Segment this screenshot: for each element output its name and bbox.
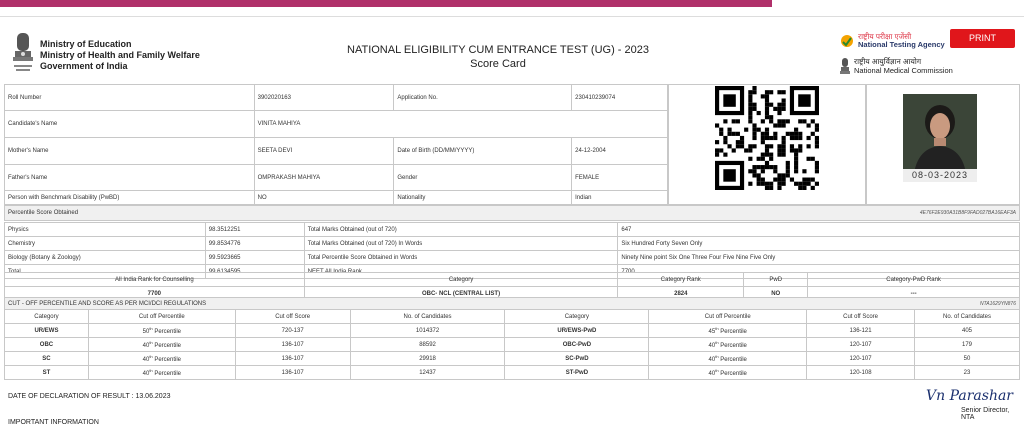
score-card-subtitle: Score Card	[470, 58, 526, 70]
rank-catrank-value: 2824	[618, 287, 744, 301]
cutoff-pwd-score: 136-121	[807, 324, 915, 338]
cutoff-pwd-score: 120-107	[807, 338, 915, 352]
rank-pwdrank-value: ---	[808, 287, 1020, 301]
cutoff-pwd-percentile: 40th Percentile	[649, 338, 807, 352]
cutoff-col-pwd-percentile: Cut off Percentile	[649, 310, 807, 324]
cutoff-pwd-candidates: 179	[915, 338, 1020, 352]
cutoff-col-pwd-category: Category	[505, 310, 649, 324]
nta-logo	[840, 33, 945, 49]
signature: Vn Parashar	[926, 388, 1013, 404]
score-label: Total Percentile Score Obtained in Words	[304, 251, 618, 265]
cutoff-percentile: 50th Percentile	[88, 324, 235, 338]
top-divider	[0, 16, 1024, 17]
ministry-block	[40, 39, 200, 72]
cutoff-pwd-category: SC-PwD	[505, 352, 649, 366]
cutoff-pwd-candidates: 23	[915, 366, 1020, 380]
cutoff-reference: NTA1629YN876	[979, 300, 1016, 307]
cutoff-pwd-candidates: 50	[915, 352, 1020, 366]
candidate-photo	[903, 94, 977, 182]
table-row	[5, 310, 1020, 324]
cutoff-pwd-candidates: 405	[915, 324, 1020, 338]
cutoff-percentile: 40th Percentile	[88, 338, 235, 352]
table-row	[5, 191, 668, 205]
declaration-date: DATE OF DECLARATION OF RESULT : 13.06.2023	[8, 393, 171, 400]
table-row	[5, 237, 1020, 251]
cutoff-score: 136-107	[235, 352, 350, 366]
dob-value: 24-12-2004	[572, 138, 668, 165]
nationality-label: Nationality	[394, 191, 572, 205]
verification-hash: 4E76F2E930A31B8F9FAD027BA16EAF3A	[919, 210, 1016, 216]
score-value: 99.8534776	[205, 237, 304, 251]
table-row	[5, 366, 1020, 380]
score-subject: Physics	[5, 223, 206, 237]
cutoff-category: UR/EWS	[5, 324, 89, 338]
score-value: 99.6134595	[205, 265, 304, 279]
nta-emblem-icon	[840, 34, 854, 48]
cutoff-pwd-percentile: 40th Percentile	[649, 366, 807, 380]
important-information: IMPORTANT INFORMATION	[8, 419, 99, 426]
cutoff-col-category: Category	[5, 310, 89, 324]
rank-category-header: Category	[304, 273, 618, 287]
candidate-name-label: Candidate's Name	[5, 111, 255, 138]
score-subject: Total	[5, 265, 206, 279]
cutoff-pwd-percentile: 45th Percentile	[649, 324, 807, 338]
cutoff-score: 136-107	[235, 338, 350, 352]
cutoff-table	[4, 309, 1020, 380]
cutoff-col-percentile: Cut off Percentile	[88, 310, 235, 324]
father-name-label: Father's Name	[5, 165, 255, 191]
cutoff-col-pwd-candidates: No. of Candidates	[915, 310, 1020, 324]
score-result: Ninety Nine point Six One Three Four Five Nine Five Only	[618, 251, 1020, 265]
table-row	[5, 352, 1020, 366]
rank-category-value: OBC- NCL (CENTRAL LIST)	[304, 287, 618, 301]
application-label: Application No.	[394, 85, 572, 111]
gender-value: FEMALE	[572, 165, 668, 191]
national-emblem-icon	[11, 31, 35, 75]
cutoff-candidates: 88592	[350, 338, 505, 352]
table-row	[5, 223, 1020, 237]
cutoff-percentile: 40th Percentile	[88, 352, 235, 366]
scores-table	[4, 222, 1020, 279]
score-value: 99.5923665	[205, 251, 304, 265]
score-label: Total Marks Obtained (out of 720)	[304, 223, 618, 237]
nta-hindi: राष्ट्रीय परीक्षा एजेंसी	[858, 32, 912, 41]
rank-pwd-value: NO	[744, 287, 808, 301]
nmc-emblem-icon	[840, 57, 850, 75]
table-row	[5, 165, 668, 191]
rank-air-value: 7700	[5, 287, 305, 301]
cutoff-pwd-score: 120-107	[807, 352, 915, 366]
table-row	[5, 251, 1020, 265]
nationality-value: Indian	[572, 191, 668, 205]
cutoff-category: ST	[5, 366, 89, 380]
cutoff-pwd-category: ST-PwD	[505, 366, 649, 380]
score-result: 647	[618, 223, 1020, 237]
print-button[interactable]: PRINT	[950, 29, 1015, 48]
nmc-name: National Medical Commission	[854, 66, 953, 75]
nmc-logo	[840, 57, 953, 75]
candidate-details-table	[4, 84, 668, 205]
rank-pwdrank-header: Category-PwD Rank	[808, 273, 1020, 287]
cutoff-col-candidates: No. of Candidates	[350, 310, 505, 324]
table-row	[5, 85, 668, 111]
rank-catrank-header: Category Rank	[618, 273, 744, 287]
percentile-section-label: Percentile Score Obtained	[8, 210, 79, 216]
dob-label: Date of Birth (DD/MM/YYYY)	[394, 138, 572, 165]
table-row	[5, 138, 668, 165]
mother-name-label: Mother's Name	[5, 138, 255, 165]
exam-title: NATIONAL ELIGIBILITY CUM ENTRANCE TEST (UG) - 2023	[347, 44, 649, 56]
score-subject: Biology (Botany & Zoology)	[5, 251, 206, 265]
photo-date: 08-03-2023	[903, 169, 977, 182]
score-result: Six Hundred Forty Seven Only	[618, 237, 1020, 251]
table-row	[5, 273, 1020, 287]
score-label: Total Marks Obtained (out of 720) In Words	[304, 237, 618, 251]
title-block	[300, 43, 696, 71]
government-of-india: Government of India	[40, 61, 128, 71]
cutoff-candidates: 29918	[350, 352, 505, 366]
cutoff-percentile: 40th Percentile	[88, 366, 235, 380]
cutoff-candidates: 1014372	[350, 324, 505, 338]
application-value: 230410239074	[572, 85, 668, 111]
pwbd-label: Person with Benchmark Disability (PwBD)	[5, 191, 255, 205]
cutoff-score: 136-107	[235, 366, 350, 380]
table-row	[5, 324, 1020, 338]
gender-label: Gender	[394, 165, 572, 191]
score-result: 7700	[618, 265, 1020, 279]
ministry-health: Ministry of Health and Family Welfare	[40, 50, 200, 60]
rank-pwd-header: PwD	[744, 273, 808, 287]
nmc-hindi: राष्ट्रीय आयुर्विज्ञान आयोग	[854, 57, 922, 66]
cutoff-category: SC	[5, 352, 89, 366]
father-name-value: OMPRAKASH MAHIYA	[254, 165, 394, 191]
nta-name: National Testing Agency	[858, 40, 945, 49]
score-label: NEET All India Rank	[304, 265, 618, 279]
score-subject: Chemistry	[5, 237, 206, 251]
table-row	[5, 111, 668, 138]
score-value: 98.3512251	[205, 223, 304, 237]
roll-label: Roll Number	[5, 85, 255, 111]
mother-name-value: SEETA DEVI	[254, 138, 394, 165]
cutoff-score: 720-137	[235, 324, 350, 338]
qr-code-icon	[715, 86, 819, 190]
cutoff-pwd-score: 120-108	[807, 366, 915, 380]
cutoff-col-pwd-score: Cut off Score	[807, 310, 915, 324]
cutoff-pwd-category: UR/EWS-PwD	[505, 324, 649, 338]
cutoff-section-label: CUT - OFF PERCENTILE AND SCORE AS PER MCI/DCI REGULATIONS	[8, 300, 207, 307]
signer-title: Senior Director, NTA	[961, 407, 1010, 421]
cutoff-pwd-category: OBC-PwD	[505, 338, 649, 352]
cutoff-pwd-percentile: 40th Percentile	[649, 352, 807, 366]
ministry-education: Ministry of Education	[40, 39, 132, 49]
rank-air-header: All India Rank for Counselling	[5, 273, 305, 287]
percentile-header	[4, 205, 1020, 221]
cutoff-category: OBC	[5, 338, 89, 352]
cutoff-candidates: 12437	[350, 366, 505, 380]
top-accent-bar	[0, 0, 772, 7]
candidate-name-value: VINITA MAHIYA	[254, 111, 667, 138]
table-row	[5, 338, 1020, 352]
roll-value: 3902020163	[254, 85, 394, 111]
cutoff-col-score: Cut off Score	[235, 310, 350, 324]
pwbd-value: NO	[254, 191, 394, 205]
